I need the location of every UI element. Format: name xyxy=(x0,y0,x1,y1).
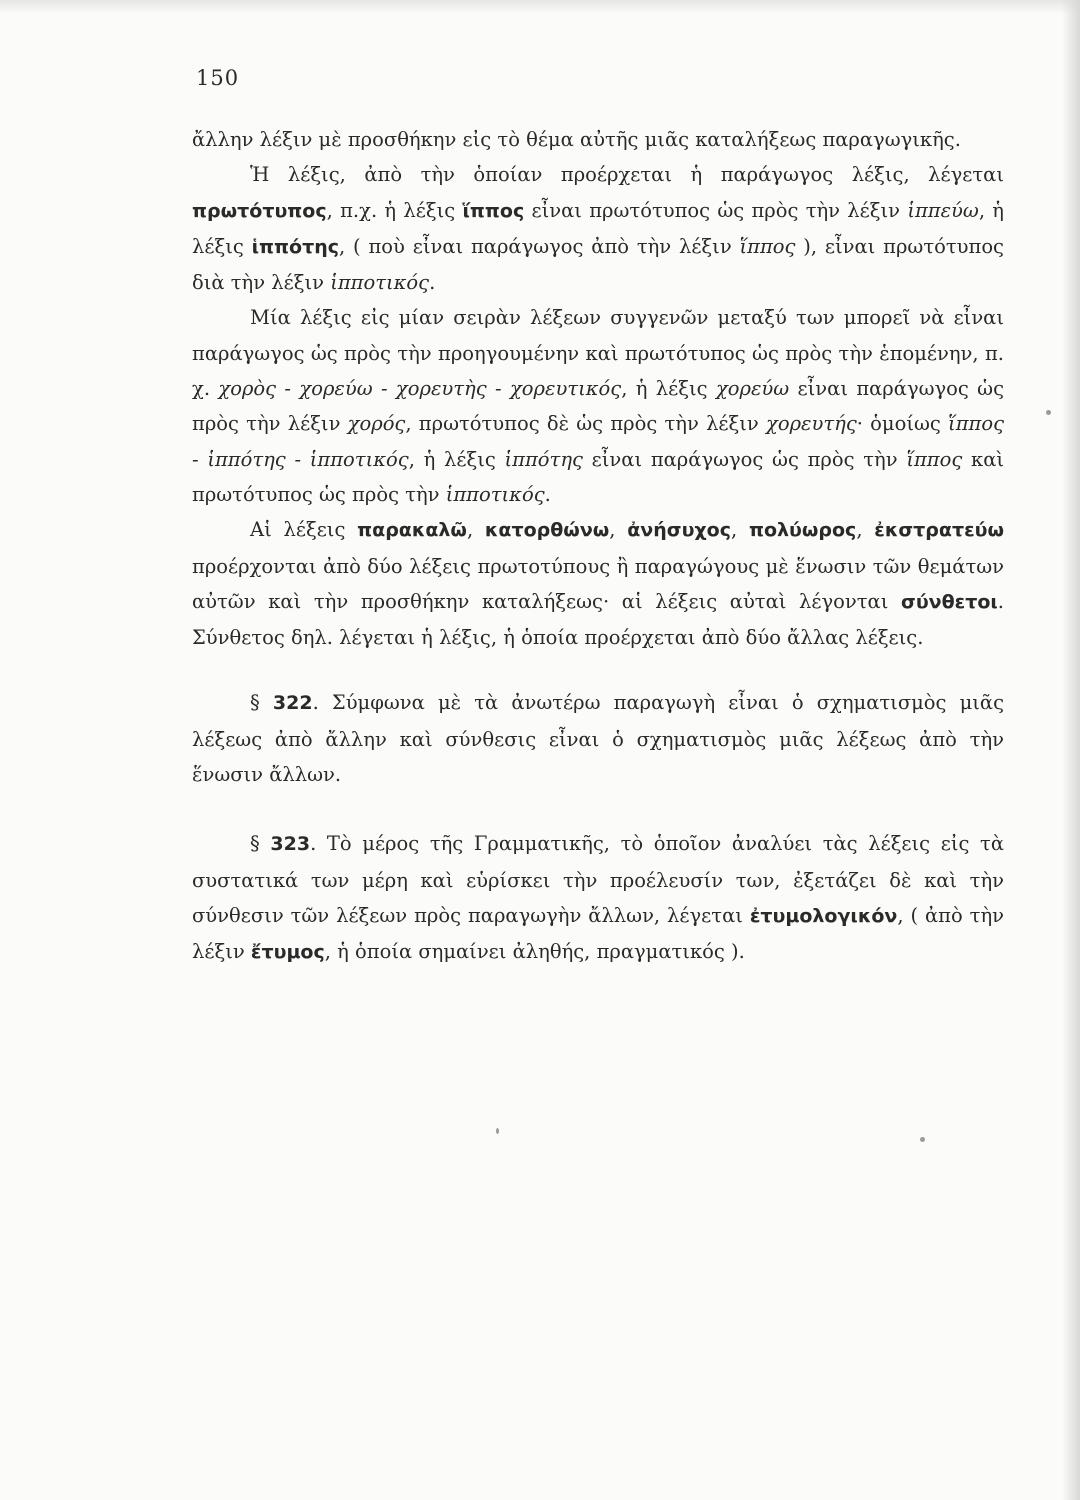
term-bold: πρωτότυπος xyxy=(192,199,327,222)
paragraph-continuation: ἄλλην λέξιν μὲ προσθήκην εἰς τὸ θέμα αὐτῆς μιᾶς καταλήξεως παραγωγικῆς. xyxy=(192,128,961,151)
section-322: § 322. Σύμφωνα μὲ τὰ ἀνωτέρω παραγωγὴ εἶναι ὁ σχηματισμὸς μιᾶς λέξεως ἀπὸ ἄλλην καὶ σύνθεσις εἶναι ὁ σχηματισμὸς μιᾶς λέξεως ἀπὸ τὴν ἕνωσιν ἄλλων. xyxy=(192,691,1005,787)
section-number: 322 xyxy=(272,692,313,715)
scan-speck xyxy=(1046,410,1051,415)
term-bold: ἀνήσυχος xyxy=(627,519,731,542)
section-sign: § xyxy=(250,691,273,715)
term-bold: ἔτυμος xyxy=(250,941,325,964)
scan-speck xyxy=(496,1128,499,1134)
term-bold: κατορθώνω xyxy=(484,519,610,542)
section-sign: § xyxy=(250,832,271,856)
term-bold: ἵππος xyxy=(462,199,525,222)
paragraph-word-series: Μία λέξις εἰς μίαν σειρὰν λέξεων συγγενῶν μεταξύ των μπορεῖ νὰ εἶναι παράγωγος ὡς πρὸς τὴν προηγουμένην καὶ πρωτότυπος ὡς πρὸς τὴν ἑπομένην, π. χ. χορὸς - χορεύω - χορευτὴς - χορευτικός, ἡ λέξις χορεύω εἶναι παράγωγος ὡς πρὸς τὴν λέξιν χορός, πρωτότυπος δὲ ὡς πρὸς τὴν λέξιν χορευτής· ὁμοίως ἵππος - ἱππότης - ἱππoτικός, ἡ λέξις ἱππότης εἶναι παράγωγος ὡς πρὸς τὴν ἵππος καὶ πρωτότυπος ὡς πρὸς τὴν ἱππoτικός. xyxy=(192,306,1005,506)
term-italic: ἱππότης xyxy=(504,447,583,471)
scan-speck xyxy=(920,1137,925,1142)
scan-edge-top xyxy=(0,0,1080,14)
term-italic: ἵππος xyxy=(739,234,796,258)
term-bold: ἐτυμολογικόν xyxy=(749,904,898,927)
term-italic: ἱππεύω xyxy=(907,198,979,222)
page-number: 150 xyxy=(196,66,240,90)
term-bold: ἱππότης xyxy=(251,235,340,258)
term-italic: ἱππoτικός xyxy=(330,271,430,295)
term-italic: χορευτής xyxy=(766,412,857,436)
paragraph-compound-words: Αἱ λέξεις παρακαλῶ, κατορθώνω, ἀνήσυχος, πολύωρος, ἐκστρατεύω προέρχονται ἀπὸ δύο λέξεις πρωτοτύπους ἢ παραγώγους μὲ ἕνωσιν τῶν θεμάτων αὐτῶν καὶ τὴν προσθήκην καταλήξεως· αἱ λέξεις αὐταὶ λέγονται σύνθετοι. Σύνθετος δηλ. λέγεται ἡ λέξις, ἡ ὁποία προέρχεται ἀπὸ δύο ἄλλας λέξεις. xyxy=(192,518,1004,650)
scan-edge-right xyxy=(1062,0,1080,1500)
term-bold: πολύωρος xyxy=(748,519,857,542)
term-italic: χορεύω xyxy=(715,377,790,401)
paragraph-prototype-definition: Ἡ λέξις, ἀπὸ τὴν ὁποίαν προέρχεται ἡ παράγωγος λέξις, λέγεται πρωτότυπος, π.χ. ἡ λέξις ἵππος εἶναι πρωτότυπος ὡς πρὸς τὴν λέξιν ἱππεύω, ἡ λέξις ἱππότης, ( ποὺ εἶναι παράγωγος ἀπὸ τὴν λέξιν ἵππος ), εἶναι πρωτότυπος διὰ τὴν λέξιν ἱππoτικός. xyxy=(192,163,1004,295)
term-bold: παρακαλῶ xyxy=(357,519,467,542)
term-bold: σύνθετοι xyxy=(901,590,998,613)
page-body xyxy=(192,122,1004,971)
section-number: 323 xyxy=(270,833,311,856)
term-bold: ἐκστρατεύω xyxy=(874,519,1004,542)
term-italic: χορός xyxy=(347,412,406,436)
term-italic: χορὸς - χορεύω - χορευτὴς - χορευτικός xyxy=(218,377,622,401)
section-323: § 323. Τὸ μέρος τῆς Γραμματικῆς, τὸ ὁποῖον ἀναλύει τὰς λέξεις εἰς τὰ συστατικά των μέρη καὶ εὑρίσκει τὴν προέλευσίν των, ἐξετάζει δὲ καὶ τὴν σύνθεσιν τῶν λέξεων πρὸς παραγωγὴν ἄλλων, λέγεται ἐτυμολογικόν, ( ἀπὸ τὴν λέξιν ἔτυμος, ἡ ὁποία σημαίνει ἀληθής, πραγματικός ). xyxy=(192,832,1004,964)
term-italic: ἵππος xyxy=(906,447,963,471)
term-italic: ἵππος - ἱππότης - ἱππoτικός xyxy=(192,412,1004,471)
term-italic: ἱππoτικός xyxy=(445,482,545,506)
